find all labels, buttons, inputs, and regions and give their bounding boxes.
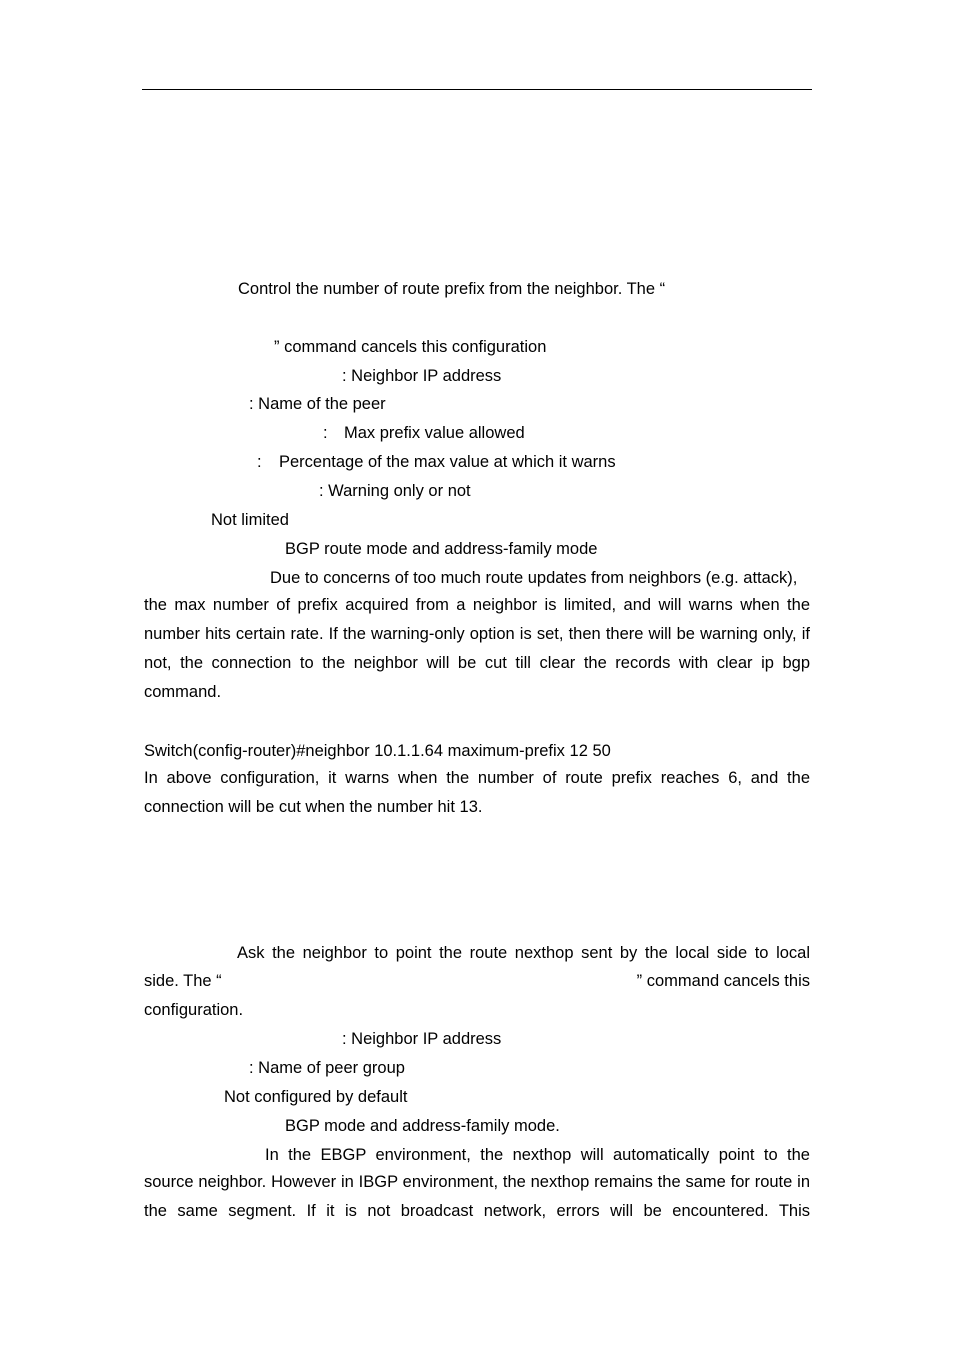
- s2-usage-rest: source neighbor. However in IBGP environment, the nexthop remains the same for route in the same segment. If it is not broadcast network, errors will be encountered. This: [144, 1173, 810, 1220]
- s1-example-cmd: Switch(config-router)#neighbor 10.1.1.64 maximum-prefix 12 50: [144, 742, 611, 760]
- s1-param-max-colon: :: [323, 424, 328, 442]
- s1-syntax-line1: Control the number of route prefix from the neighbor. The “: [238, 280, 666, 298]
- header-rule: [142, 89, 812, 90]
- s1-param-max: Max prefix value allowed: [344, 424, 525, 442]
- s2-syntax-line2-a: side. The “: [144, 972, 222, 990]
- s1-param-pct-colon: :: [257, 453, 262, 471]
- s1-param-ip: : Neighbor IP address: [342, 367, 502, 385]
- s2-syntax-line3: configuration.: [144, 1001, 244, 1019]
- s1-usage-rest: the max number of prefix acquired from a neighbor is limited, and will warns when the number hits certain rate. If the warning-only option is set, then there will be warning only, if not, the connection to the neighbor will be cut till clear the records with clear ip bgp command.: [144, 596, 810, 701]
- s1-param-peer: : Name of the peer: [249, 395, 386, 413]
- s1-syntax-line2: ” command cancels this configuration: [274, 338, 547, 356]
- s1-default: Not limited: [211, 511, 289, 529]
- s2-param-ip: : Neighbor IP address: [342, 1030, 502, 1048]
- s2-default: Not configured by default: [224, 1088, 408, 1106]
- s2-param-group: : Name of peer group: [249, 1059, 405, 1077]
- s1-mode: BGP route mode and address-family mode: [285, 540, 598, 558]
- s2-syntax-line1: Ask the neighbor to point the route nexthop sent by the local side to local: [237, 944, 810, 962]
- s2-mode: BGP mode and address-family mode.: [285, 1117, 560, 1135]
- s1-param-warn: : Warning only or not: [319, 482, 471, 500]
- s1-param-pct: Percentage of the max value at which it warns: [279, 453, 616, 471]
- s2-usage-first: In the EBGP environment, the nexthop will automatically point to the: [265, 1146, 810, 1164]
- s2-syntax-line2-b: ” command cancels this: [636, 972, 810, 990]
- s1-usage-first: Due to concerns of too much route updates from neighbors (e.g. attack),: [270, 569, 798, 587]
- s1-example-desc: In above configuration, it warns when the number of route prefix reaches 6, and the connection will be cut when the number hit 13.: [144, 769, 810, 816]
